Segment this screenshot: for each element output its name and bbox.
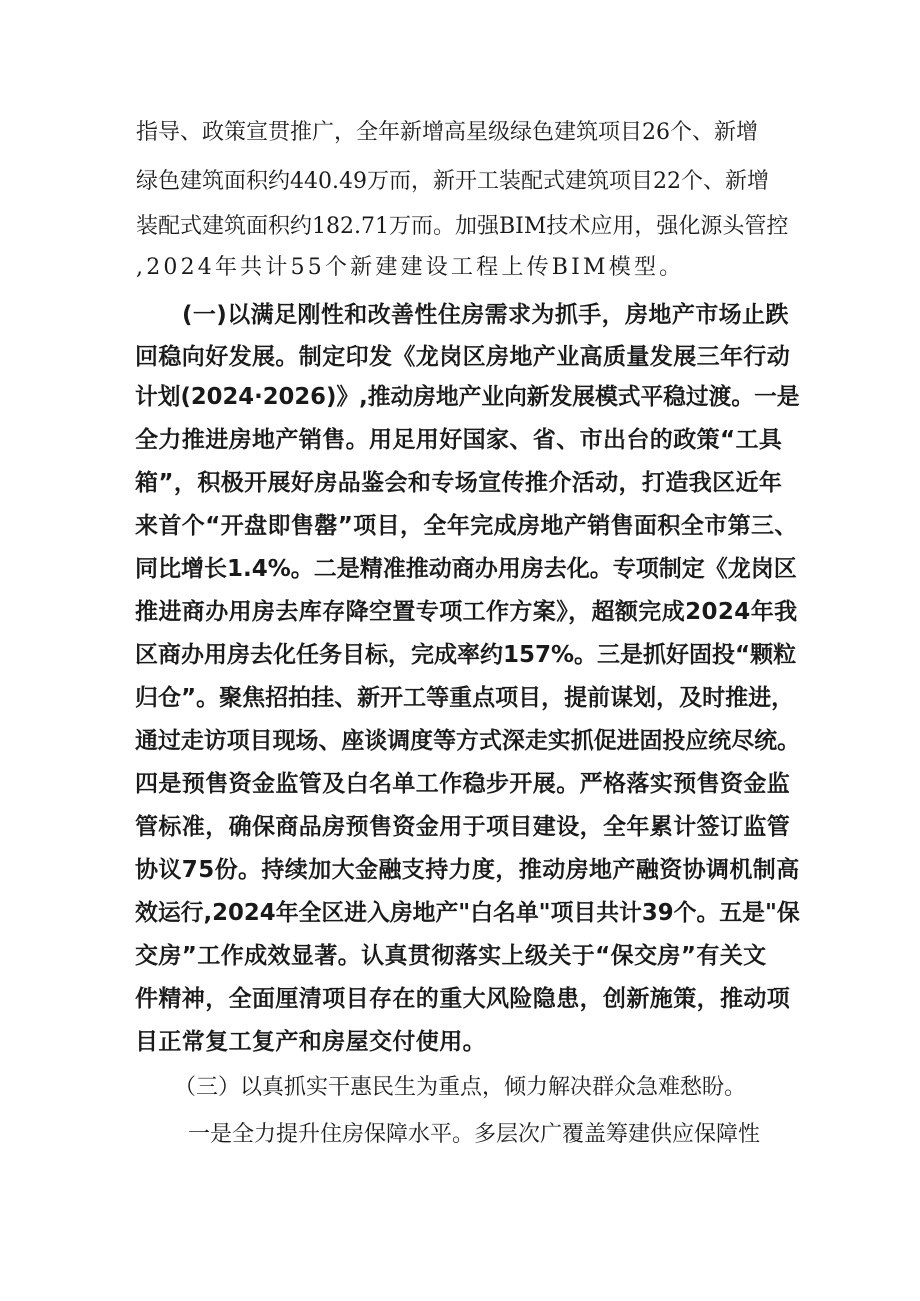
paragraph-2-line-3: 计划(2024·2026)》,推动房地产业向新发展模式平稳过渡。一是 (135, 384, 800, 410)
paragraph-2-line-6: 来首个“开盘即售罄”项目，全年完成房地产销售面积全市第三、 (135, 513, 798, 539)
paragraph-2-line-11: 通过走访项目现场、座谈调度等方式深走实抓促进固投应统尽统。 (135, 728, 800, 754)
paragraph-2-line-14: 协议75份。持续加大金融支持力度，推动房地产融资协调机制高 (135, 857, 800, 883)
paragraph-2-line-10: 归仓”。聚焦招拍挂、新开工等重点项目，提前谋划，及时推进， (135, 685, 795, 711)
paragraph-2-line-15: 效运行,2024年全区进入房地产"白名单"项目共计39个。五是"保 (135, 900, 800, 926)
paragraph-2-line-4: 全力推进房地产销售。用足用好国家、省、市出台的政策“工具 (135, 427, 783, 453)
paragraph-2-line-2: 回稳向好发展。制定印发《龙岗区房地产业高质量发展三年行动 (135, 344, 791, 370)
paragraph-2-line-18: 目正常复工复产和房屋交付使用。 (135, 1029, 486, 1055)
paragraph-2-line-13: 管标准，确保商品房预售资金用于项目建设，全年累计签订监管 (135, 814, 791, 840)
paragraph-3-line-1: （三）以真抓实干惠民生为重点，倾力解决群众急难愁盼。 (174, 1075, 747, 1100)
paragraph-3-line-2: 一是全力提升住房保障水平。多层次广覆盖筹建供应保障性 (188, 1122, 761, 1147)
paragraph-2-line-1: (一)以满足刚性和改善性住房需求为抓手，房地产市场止跌 (182, 302, 789, 328)
paragraph-2-line-7: 同比增长1.4%。二是精准推动商办用房去化。专项制定《龙岗区 (135, 556, 797, 582)
paragraph-2-line-8: 推进商办用房去库存降空置专项工作方案》，超额完成2024年我 (135, 599, 798, 625)
paragraph-1-line-3: 装配式建筑面积约182.71万而。加强BIM技术应用，强化源头管控 (136, 214, 789, 239)
paragraph-2-line-12: 四是预售资金监管及白名单工作稳步开展。严格落实预售资金监 (135, 771, 791, 797)
paragraph-2-line-17: 件精神，全面厘清项目存在的重大风险隐患，创新施策，推动项 (135, 986, 791, 1012)
paragraph-1-line-4: ,2024年共计55个新建建设工程上传BIM模型。 (136, 255, 685, 280)
paragraph-1-line-1: 指导、政策宣贯推广，全年新增高星级绿色建筑项目26个、新增 (136, 120, 758, 145)
paragraph-2-line-16: 交房”工作成效显著。认真贯彻落实上级关于“保交房”有关文 (135, 943, 767, 969)
paragraph-1-line-2: 绿色建筑面积约440.49万而，新开工装配式建筑项目22个、新增 (136, 169, 769, 194)
paragraph-2-line-9: 区商办用房去化任务目标，完成率约157%。三是抓好固投“颗粒 (135, 642, 797, 668)
paragraph-2-line-5: 箱”，积极开展好房品鉴会和专场宣传推介活动，打造我区近年 (135, 470, 783, 496)
